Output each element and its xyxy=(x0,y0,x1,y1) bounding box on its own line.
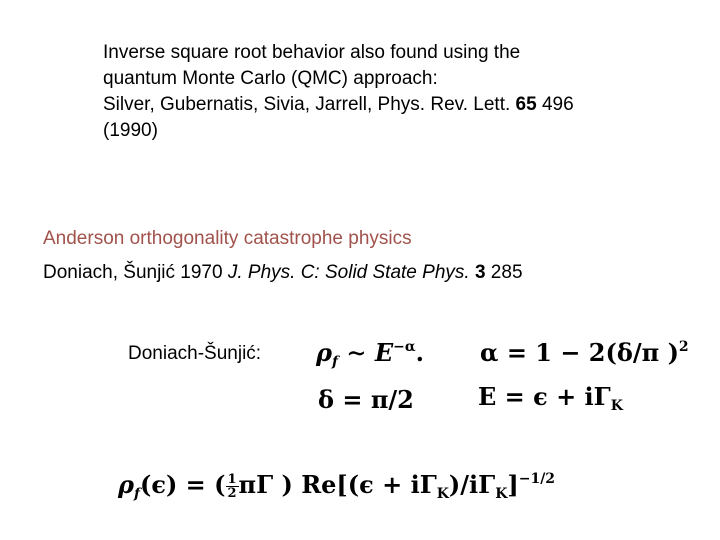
rho-subscript: f xyxy=(331,354,338,370)
ds-citation-journal: J. Phys. C: Solid State Phys. xyxy=(227,262,470,283)
spectral-function-equation xyxy=(118,470,555,502)
gamma-k-subscript: K xyxy=(610,398,623,414)
alpha-equation xyxy=(480,338,689,367)
main-k-sub-1: K xyxy=(436,486,449,502)
complex-energy-equation xyxy=(478,382,623,414)
alpha-paren: (δ/π ) xyxy=(605,338,679,367)
qmc-citation-page: 496 xyxy=(536,94,574,115)
qmc-citation-volume: 65 xyxy=(515,94,537,115)
main-div: )/iΓ xyxy=(448,470,496,499)
alpha-exponent: −α xyxy=(393,339,416,355)
qmc-citation-year: (1990) xyxy=(103,120,158,141)
alpha-square: 2 xyxy=(678,339,689,355)
ds-citation xyxy=(43,256,683,290)
equation-period: . xyxy=(415,338,424,367)
main-rho: ρ xyxy=(118,470,134,499)
ds-citation-page: 285 xyxy=(485,262,523,283)
half-numerator: 1 xyxy=(227,472,237,487)
complex-energy-lhs: E = ϵ + iΓ xyxy=(478,382,611,411)
ds-citation-volume: 3 xyxy=(474,262,486,283)
anderson-heading: Anderson orthogonality catastrophe physics xyxy=(43,228,412,249)
main-rho-sub: f xyxy=(133,486,140,502)
doniach-sunjic-label: Doniach-Šunjić: xyxy=(128,343,262,364)
rho-scaling-equation xyxy=(316,338,424,370)
qmc-citation-text: Silver, Gubernatis, Sivia, Jarrell, Phys. Rev. Lett. xyxy=(103,94,516,115)
qmc-line-2: quantum Monte Carlo (QMC) approach: xyxy=(103,68,438,89)
energy-symbol: E xyxy=(374,338,394,367)
anderson-note xyxy=(43,222,683,290)
delta-equation: δ = π/2 xyxy=(318,385,414,414)
main-k-sub-2: K xyxy=(495,486,508,502)
qmc-citation xyxy=(103,92,663,118)
qmc-note xyxy=(103,40,663,144)
main-close: ] xyxy=(507,470,519,499)
sim-symbol: ∼ xyxy=(338,338,375,367)
ds-citation-authors: Doniach, Šunjić 1970 xyxy=(43,262,228,283)
main-mid: πΓ ) Re[(ϵ + iΓ xyxy=(238,470,437,499)
alpha-lhs: α = 1 − 2 xyxy=(480,338,606,367)
main-lhs: (ϵ) = ( xyxy=(140,470,226,499)
one-half-fraction xyxy=(226,473,239,500)
main-exponent: −1/2 xyxy=(518,471,556,487)
half-denominator: 2 xyxy=(227,486,237,501)
rho-symbol: ρ xyxy=(316,338,332,367)
qmc-line-1: Inverse square root behavior also found using the xyxy=(103,42,521,63)
